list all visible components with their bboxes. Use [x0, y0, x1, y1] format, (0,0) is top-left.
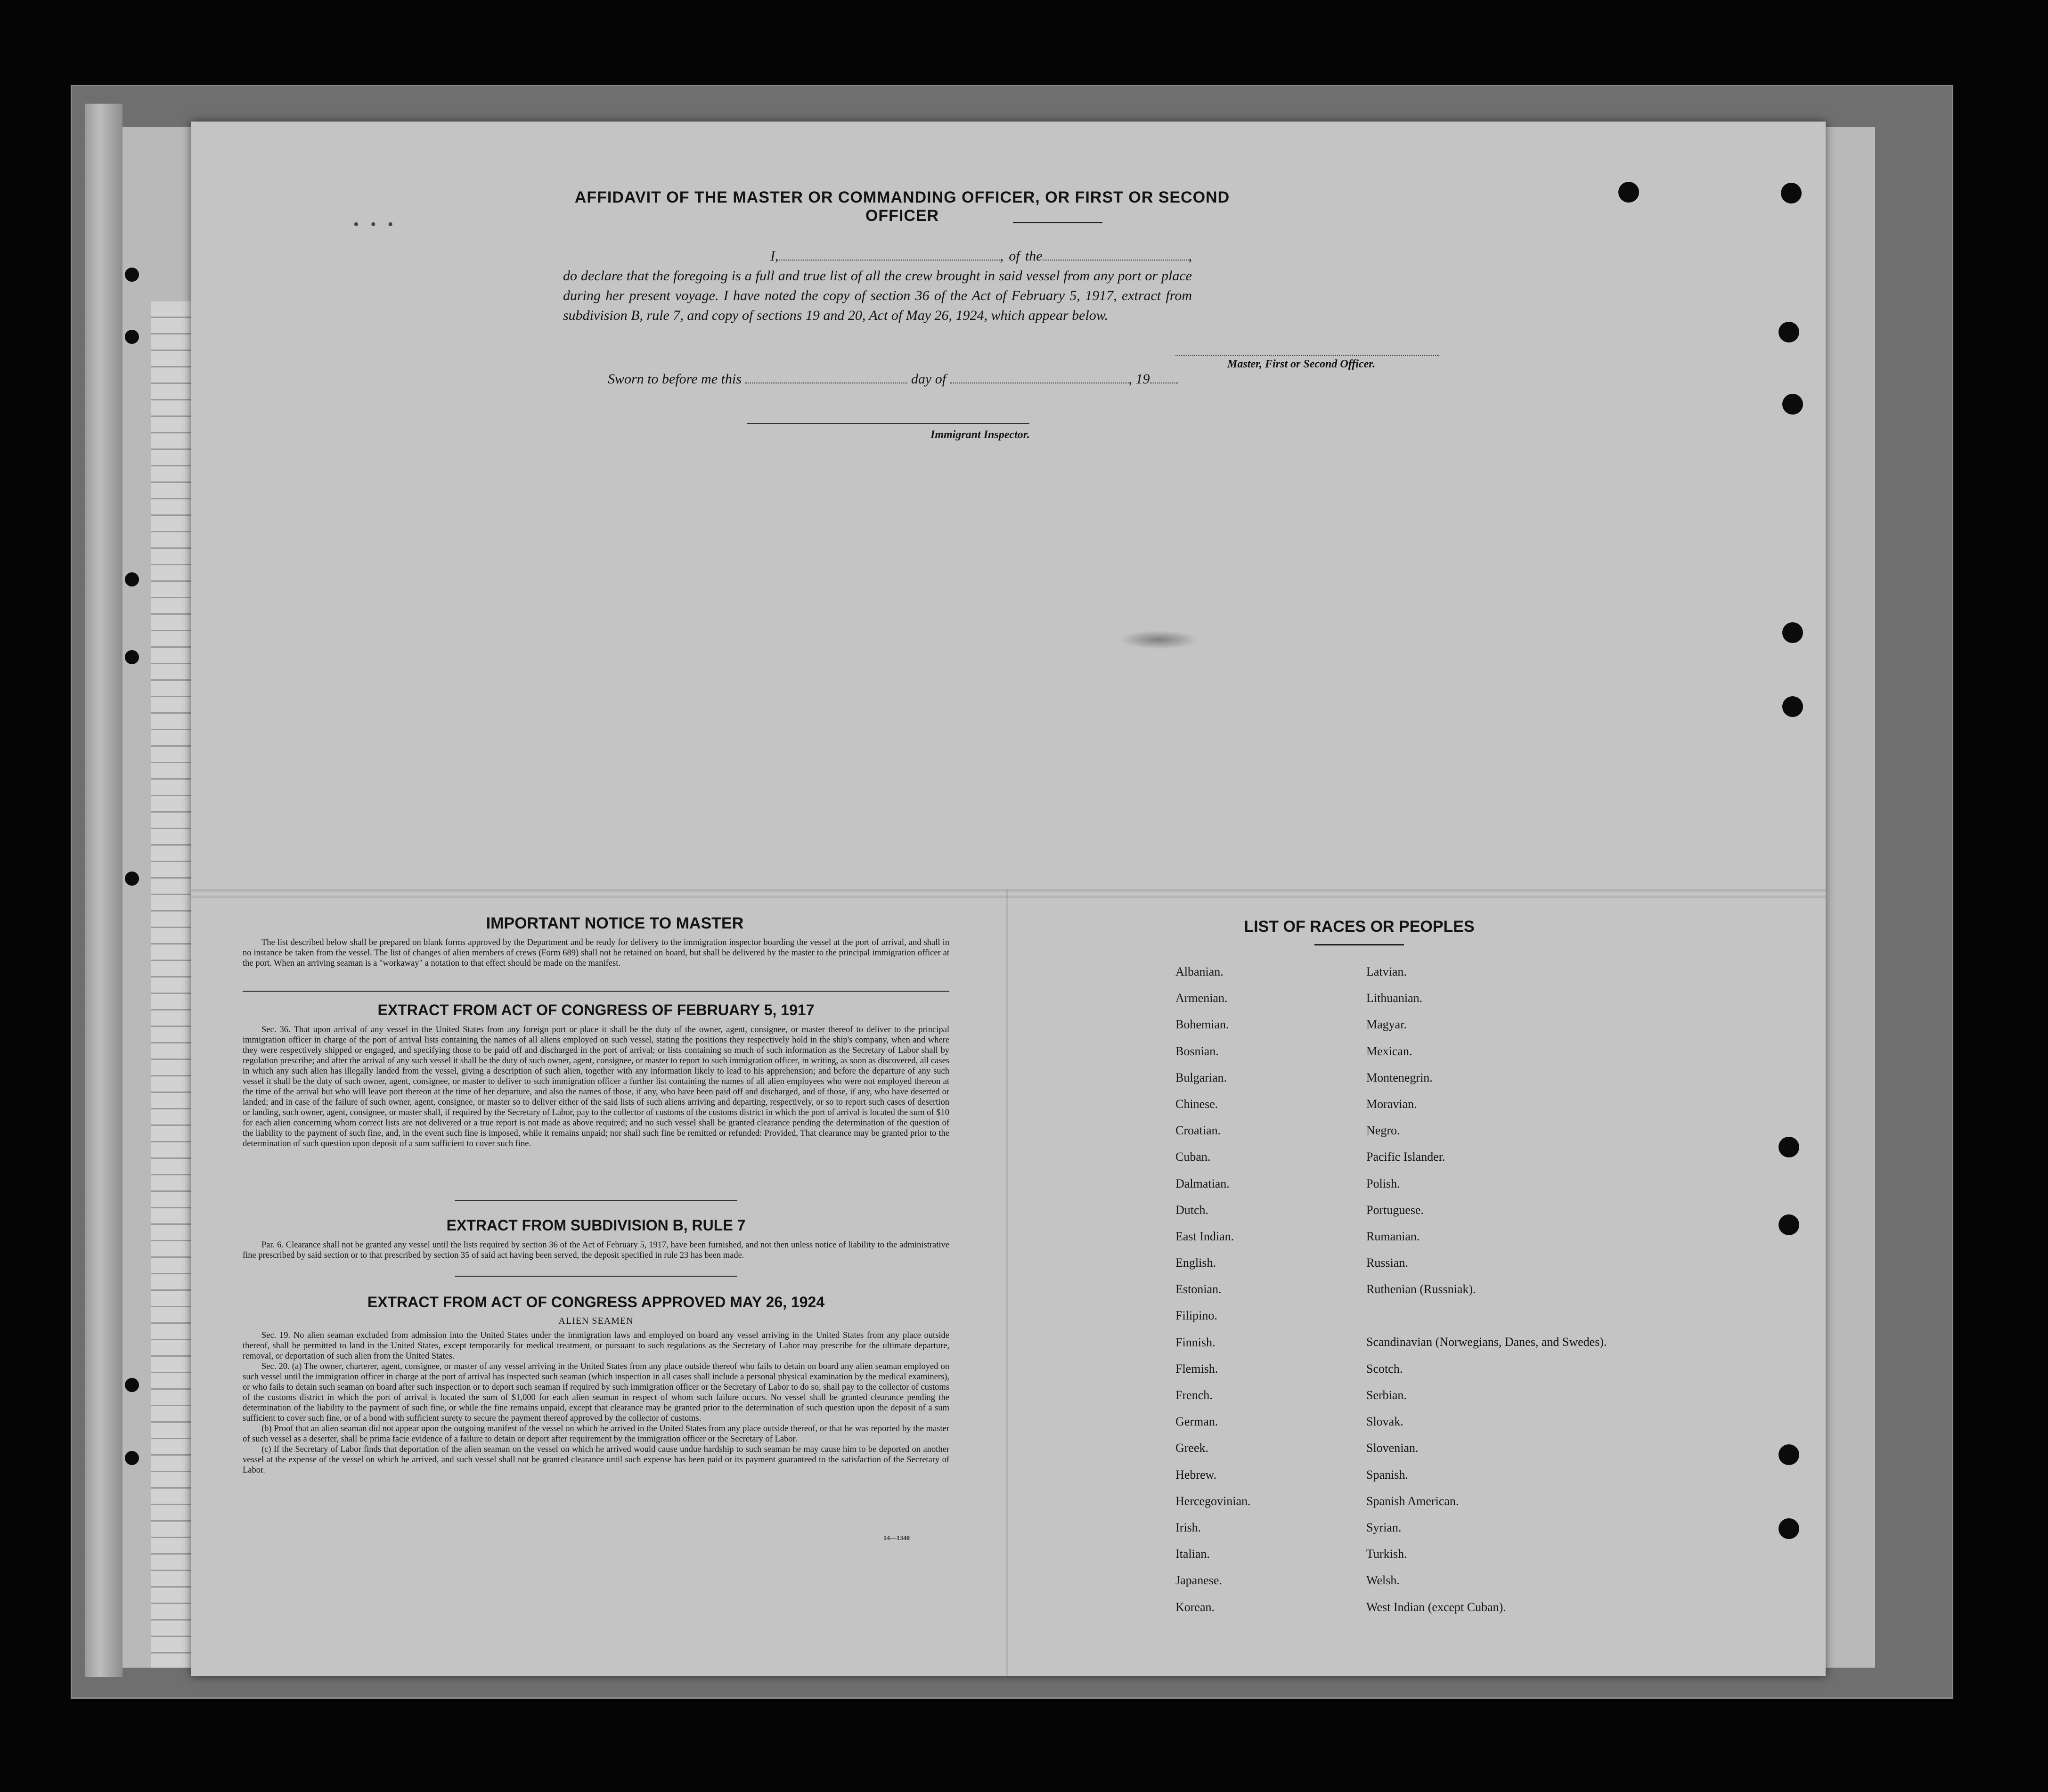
- punch-hole: [1782, 394, 1803, 415]
- alien-seamen-subtitle: ALIEN SEAMEN: [558, 1316, 634, 1326]
- race-item-right: Portuguese.: [1366, 1203, 1424, 1217]
- affidavit-do-declare: , do declare: [563, 248, 1192, 284]
- race-item-right: Spanish.: [1366, 1467, 1408, 1482]
- section-divider: [243, 991, 949, 992]
- race-item-left: Greek.: [1175, 1441, 1209, 1455]
- section-19-text: Sec. 19. No alien seaman excluded from admission into the United States under the immigration laws and employed on board any vessel arriving in the United States from any place outside thereof, shall be permitted to land in the United States, except temporarily for medical treatment, or pursuant to such regulations as the Secretary of Labor may prescribe for the ultimate departure, removal, or deportation of such alien from the United States.: [243, 1331, 949, 1361]
- race-item-left: Hebrew.: [1175, 1467, 1217, 1482]
- ink-smudge: [1119, 630, 1199, 649]
- binder-hole: [125, 330, 139, 344]
- inspector-label: Immigrant Inspector.: [930, 429, 1030, 441]
- race-item-left: Cuban.: [1175, 1150, 1211, 1164]
- section-20c-text: (c) If the Secretary of Labor finds that deportation of the alien seaman on the vessel on which he arrived would cause undue hardship to such seaman he may cause him to be deported on another vessel at the expense of the vessel on which he arrived, and such vessel shall not be granted clearance until such expense has been paid or its payment guaranteed to the satisfaction of the Secretary of Labor.: [243, 1445, 949, 1475]
- race-item-left: English.: [1175, 1256, 1216, 1270]
- binder-hole: [125, 268, 139, 282]
- races-title: LIST OF RACES OR PEOPLES: [1244, 918, 1475, 936]
- race-item-right: Lithuanian.: [1366, 991, 1423, 1005]
- ink-dots: • • •: [353, 216, 397, 233]
- page-fold-vertical: [1006, 889, 1008, 1676]
- notice-title: IMPORTANT NOTICE TO MASTER: [486, 914, 744, 932]
- name-blank[interactable]: [779, 247, 1000, 261]
- section-divider: [455, 1276, 737, 1277]
- race-item-right: Slovenian.: [1366, 1441, 1419, 1455]
- section-divider: [455, 1200, 737, 1201]
- binder-hole: [125, 650, 139, 664]
- race-item-right: Serbian.: [1366, 1388, 1407, 1402]
- punch-hole: [1779, 1518, 1799, 1539]
- form-number: 14—1340: [883, 1535, 910, 1542]
- extract-1917-body: [243, 1025, 949, 1149]
- race-item-left: Estonian.: [1175, 1282, 1222, 1296]
- punch-hole: [1781, 183, 1802, 204]
- race-item-left: Dutch.: [1175, 1203, 1209, 1217]
- ledger-strip: [151, 301, 193, 1668]
- sworn-line: [608, 371, 1314, 387]
- race-item-left: Filipino.: [1175, 1309, 1217, 1323]
- section-20a-text: Sec. 20. (a) The owner, charterer, agent, consignee, or master of any vessel arriving in the United States from any place outside thereof who fails to detain on board any alien seaman employed on such vessel until the immigration officer in charge at the port of arrival has inspected such seaman (which inspection in all cases shall include a personal physical examination by the medical examiners), or who fails to detain such seaman on board after such inspection or to deport such seaman if required by such immigration officer or the Secretary of Labor to do so, shall pay to the collector of customs of the customs district in which the port of arrival is located the sum of $1,000 for each alien seaman in respect of whom such failure occurs. No vessel shall be granted clearance pending the determination of the liability to the payment of such fine, or while the fine remains unpaid, except that clearance may be granted prior to the determination of such question upon the deposit of a sum sufficient to cover such fine, or of a bond with sufficient surety to secure the payment thereof approved by the collector of customs.: [243, 1362, 949, 1423]
- day-blank[interactable]: [745, 371, 907, 383]
- binder-spine: [85, 104, 122, 1677]
- race-item-right: Latvian.: [1366, 965, 1407, 978]
- binder-hole: [125, 1451, 139, 1465]
- manifest-page: [191, 122, 1826, 1676]
- race-item-right: Scandinavian (Norwegians, Danes, and Swedes).: [1366, 1335, 1607, 1349]
- race-item-right: Scotch.: [1366, 1361, 1403, 1376]
- punch-hole: [1782, 696, 1803, 717]
- race-item-left: Flemish.: [1175, 1361, 1218, 1376]
- month-blank[interactable]: [950, 371, 1129, 383]
- race-item-left: Japanese.: [1175, 1573, 1222, 1588]
- race-item-left: Finnish.: [1175, 1335, 1216, 1349]
- year-prefix: , 19: [1128, 371, 1150, 387]
- affidavit-body: that the foregoing is a full and true list of all the crew brought in said vessel from any port or place during her present voyage. I have noted the copy of section 36 of the Act of February 5, 1917, extract from subdivision B, rule 7, and copy of sections 19 and 20, Act of May 26, 1924, which appear below.: [563, 268, 1192, 323]
- race-item-right: Ruthenian (Russniak).: [1366, 1282, 1476, 1296]
- section-36-text: Sec. 36. That upon arrival of any vessel in the United States from any foreign port or place it shall be the duty of the owner, agent, consignee, or master thereof to deliver to the principal immigration officer in charge of the port of arrival lists containing the names of all aliens employed on such vessel, stating the positions they respectively hold in the ship's company, when and where they were respectively shipped or engaged, and specifying those to be paid off and discharged in the port of arrival; or lists containing so much of such information as the Secretary of Labor shall by regulation prescribe; and after the arrival of any such vessel it shall be the duty of such owner, agent, consignee, or master to report to such immigration officer, in writing, as soon as discovered, all cases in which any such alien has illegally landed from the vessel, giving a description of such alien, together with any information likely to lead to his apprehension; and before the departure of any such vessel it shall be the duty of such owner, agent, consignee, or master to deliver to such immigration officer a further list containing the names of all alien employees who were not employed thereon at the time of the arrival but who will leave port thereon at the time of her departure, and also the names of those, if any, who have been paid off and discharged, and of those, if any, who have deserted or landed; and in case of the failure of such owner, agent, consignee, or master so to deliver either of the said lists of such aliens arriving and departing, respectively, or so to report such cases of desertion or landing, such owner, agent, consignee, or master shall, if required by the Secretary of Labor, pay to the collector of customs of the customs district in which the port of arrival is located the sum of $10 for each alien concerning whom correct lists are not delivered or a true report is not made as above required; and no such vessel shall be granted clearance pending the determination of the question of the liability to the payment of such fine, and, in the event such fine is imposed, while it remains unpaid; nor shall such fine be remitted or refunded: Provided, That clearance may be granted prior to the determination of such question upon deposit of a sum sufficient to cover such fine.: [243, 1025, 949, 1149]
- affidavit-title: AFFIDAVIT OF THE MASTER OR COMMANDING OFFICER, OR FIRST OR SECOND OFFICER: [574, 188, 1230, 225]
- day-of-text: day of: [911, 371, 946, 387]
- race-item-right: Moravian.: [1366, 1097, 1417, 1111]
- rule-7-text: Par. 6. Clearance shall not be granted any vessel until the lists required by section 36 of the Act of February 5, 1917, have been furnished, and not then unless notice of liability to the administrative fine prescribed by said section or to that prescribed by section 35 of said act having been served, the deposit specified in rule 23 has been made.: [243, 1240, 949, 1260]
- race-item-left: Albanian.: [1175, 965, 1224, 978]
- binder-hole: [125, 872, 139, 886]
- race-item-left: Croatian.: [1175, 1124, 1221, 1138]
- race-item-left: Irish.: [1175, 1520, 1201, 1534]
- race-item-right: Polish.: [1366, 1176, 1400, 1190]
- affidavit-text: [563, 246, 1192, 326]
- notice-body: [243, 937, 949, 969]
- race-item-right: [1366, 1309, 1630, 1335]
- signature-label: Master, First or Second Officer.: [1227, 358, 1376, 370]
- race-item-right: Russian.: [1366, 1256, 1408, 1270]
- races-title-rule: [1314, 944, 1404, 945]
- year-blank[interactable]: [1150, 371, 1178, 383]
- race-item-left: Armenian.: [1175, 991, 1228, 1005]
- race-item-left: Korean.: [1175, 1600, 1215, 1614]
- race-item-right: West Indian (except Cuban).: [1366, 1600, 1506, 1614]
- race-item-left: Bosnian.: [1175, 1044, 1219, 1058]
- race-item-left: Bulgarian.: [1175, 1070, 1227, 1084]
- punch-hole: [1779, 1214, 1799, 1235]
- punch-hole: [1779, 1137, 1799, 1157]
- race-item-left: Hercegovinian.: [1175, 1494, 1251, 1508]
- race-item-left: Chinese.: [1175, 1097, 1218, 1111]
- sworn-text: Sworn to before me this: [608, 371, 742, 387]
- rule-7-title: EXTRACT FROM SUBDIVISION B, RULE 7: [446, 1217, 746, 1234]
- race-item-right: Slovak.: [1366, 1415, 1403, 1429]
- punch-hole: [1779, 322, 1799, 342]
- punch-hole: [1618, 182, 1639, 203]
- race-item-right: Turkish.: [1366, 1547, 1407, 1561]
- race-item-right: Negro.: [1366, 1124, 1400, 1138]
- affidavit-of-the: , of the: [1000, 248, 1043, 264]
- race-item-right: Montenegrin.: [1366, 1070, 1433, 1084]
- race-item-right: Spanish American.: [1366, 1494, 1459, 1508]
- race-item-left: German.: [1175, 1415, 1218, 1429]
- race-item-left: Bohemian.: [1175, 1018, 1229, 1032]
- section-20b-text: (b) Proof that an alien seaman did not appear upon the outgoing manifest of the vessel on which he arrived in the United States from any place outside thereof, or that he was reported by the master of such vessel as a deserter, shall be prima facie evidence of a failure to detain or deport after requirement by the immigration officer or the Secretary of Labor.: [243, 1424, 949, 1444]
- extract-1924-body: [243, 1330, 949, 1475]
- vessel-blank[interactable]: [1043, 247, 1189, 261]
- punch-hole: [1779, 1444, 1799, 1465]
- race-item-right: Magyar.: [1366, 1018, 1407, 1032]
- affidavit-title-rule: [1013, 222, 1102, 223]
- race-item-left: French.: [1175, 1388, 1213, 1402]
- punch-hole: [1782, 622, 1803, 643]
- race-item-right: Welsh.: [1366, 1573, 1400, 1588]
- binder-hole: [125, 1378, 139, 1392]
- notice-text: The list described below shall be prepared on blank forms approved by the Department and be ready for delivery to the immigration inspector boarding the vessel at the port of arrival, and shall in no instance be taken from the vessel. The list of changes of alien members of crews (Form 689) shall not be retained on board, but shall be delivered by the master to the principal immigration officer at the port. When an arriving seaman is a "workaway" a notation to that effect should be made on the manifest.: [243, 938, 949, 968]
- race-item-right: Rumanian.: [1366, 1229, 1420, 1243]
- extract-1924-title: EXTRACT FROM ACT OF CONGRESS APPROVED MAY 26, 1924: [367, 1294, 825, 1311]
- race-item-right: Pacific Islander.: [1366, 1150, 1445, 1164]
- affidavit-i-prefix: I,: [770, 248, 779, 264]
- extract-1917-title: EXTRACT FROM ACT OF CONGRESS OF FEBRUARY 5, 1917: [377, 1002, 815, 1018]
- race-item-right: Syrian.: [1366, 1520, 1402, 1534]
- signature-line[interactable]: [1175, 355, 1439, 356]
- binder-hole: [125, 572, 139, 586]
- race-item-left: Italian.: [1175, 1547, 1210, 1561]
- rule-7-body: [243, 1240, 949, 1261]
- inspector-signature-line[interactable]: [747, 423, 1029, 424]
- race-item-left: East Indian.: [1175, 1229, 1234, 1243]
- page-fold: [191, 889, 1826, 898]
- races-right-column: [1366, 965, 1630, 1627]
- race-item-left: Dalmatian.: [1175, 1176, 1230, 1190]
- race-item-right: Mexican.: [1366, 1044, 1412, 1058]
